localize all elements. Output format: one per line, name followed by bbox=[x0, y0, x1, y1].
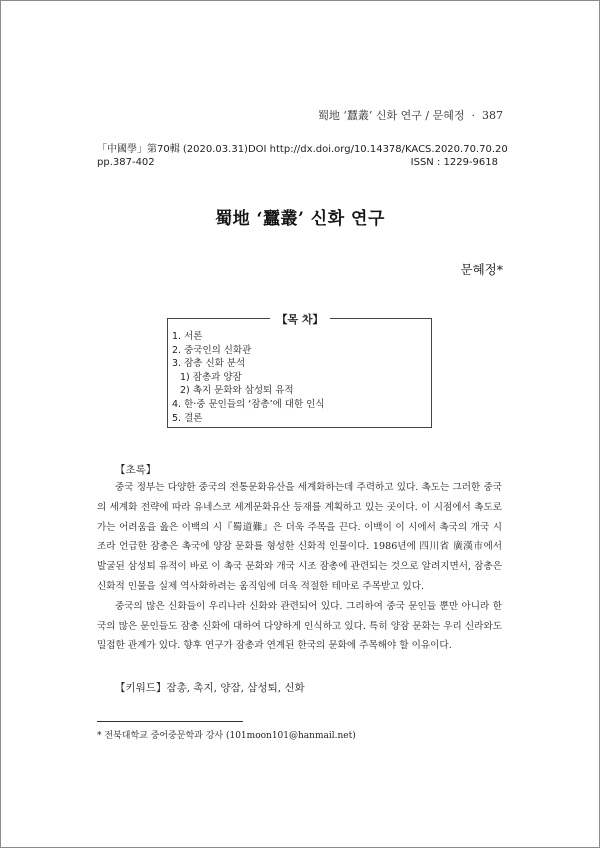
toc-item: 4. 한·중 문인들의 ‘잠총’에 대한 인식 bbox=[172, 398, 325, 410]
page-number: 387 bbox=[482, 109, 503, 122]
toc-item: 3. 잠총 신화 분석 bbox=[172, 358, 246, 370]
toc-subitem: 2) 촉지 문화와 삼성퇴 유적 bbox=[180, 385, 294, 397]
abstract-label: 【초록】 bbox=[115, 464, 157, 476]
toc-subitem: 1) 잠총과 양잠 bbox=[180, 371, 242, 383]
toc-label: 【목 차】 bbox=[0, 311, 600, 327]
abstract-paragraph: 중국 정부는 다양한 중국의 전통문화유산을 세계화하는데 주력하고 있다. 촉도는 그러한 중국의 세계화 전략에 따라 유네스코 세계문화유산 등재를 계획하고 있는 곳이다. 이 시점에서 촉도로 가는 어려움을 읊은 이백의 시『蜀道難』은 더욱 주목을 끈다. 이백이 이 시에서 촉국의 개국 시조라 언급한 잠총은 촉국에 양잠 문화를 형성한 신화적 인물이다. 1986년에 四川省 廣漢市에서 발굴된 삼성퇴 유적이 바로 이 촉국 문화와 개국 시조 잠총에 관련되는 것으로 알려지면서, 잠총은 신화적 인물을 실제 역사화하려는 움직임에 더욱 적절한 테마로 주목받고 있다. bbox=[97, 482, 502, 592]
author-name: 문혜정* bbox=[460, 262, 503, 277]
toc-item: 5. 결론 bbox=[172, 412, 203, 424]
running-head-separator: · bbox=[471, 109, 475, 122]
abstract-body bbox=[97, 478, 502, 656]
paper-title: 蜀地 ‘蠶叢’ 신화 연구 bbox=[215, 209, 385, 229]
running-head-text: 蜀地 ‘蠶叢’ 신화 연구 / 문혜정 bbox=[317, 109, 465, 122]
toc-item: 1. 서론 bbox=[172, 331, 203, 342]
journal-citation: 「中國學」第70輯 (2020.03.31) bbox=[97, 144, 248, 155]
footnote-divider bbox=[97, 721, 243, 722]
toc-item: 2. 중국인의 신화관 bbox=[172, 344, 252, 356]
issn: ISSN : 1229-9618 bbox=[410, 157, 498, 168]
article-metadata bbox=[97, 143, 508, 169]
doi-link[interactable]: DOI http://dx.doi.org/10.14378/KACS.2020.70.70.20 bbox=[247, 144, 508, 155]
keywords: 【키워드】잠총, 촉지, 양잠, 삼성퇴, 신화 bbox=[115, 682, 305, 694]
running-head bbox=[318, 107, 503, 123]
footnote: * 전북대학교 중어중문학과 강사 (101moon101@hanmail.net) bbox=[97, 731, 356, 741]
page-range: pp.387-402 bbox=[97, 157, 155, 168]
table-of-contents bbox=[172, 330, 325, 425]
abstract-paragraph: 중국의 많은 신화들이 우리나라 신화와 관련되어 있다. 그리하여 중국 문인들 뿐만 아니라 한국의 많은 문인들도 잠총 신화에 대하여 다양하게 인식하고 있다. 특히 양잠 문화는 우리 신라와도 밀접한 관계가 있다. 향후 연구가 잠총과 연계된 한국의 문화에 주목해야 할 이유이다. bbox=[97, 600, 502, 652]
